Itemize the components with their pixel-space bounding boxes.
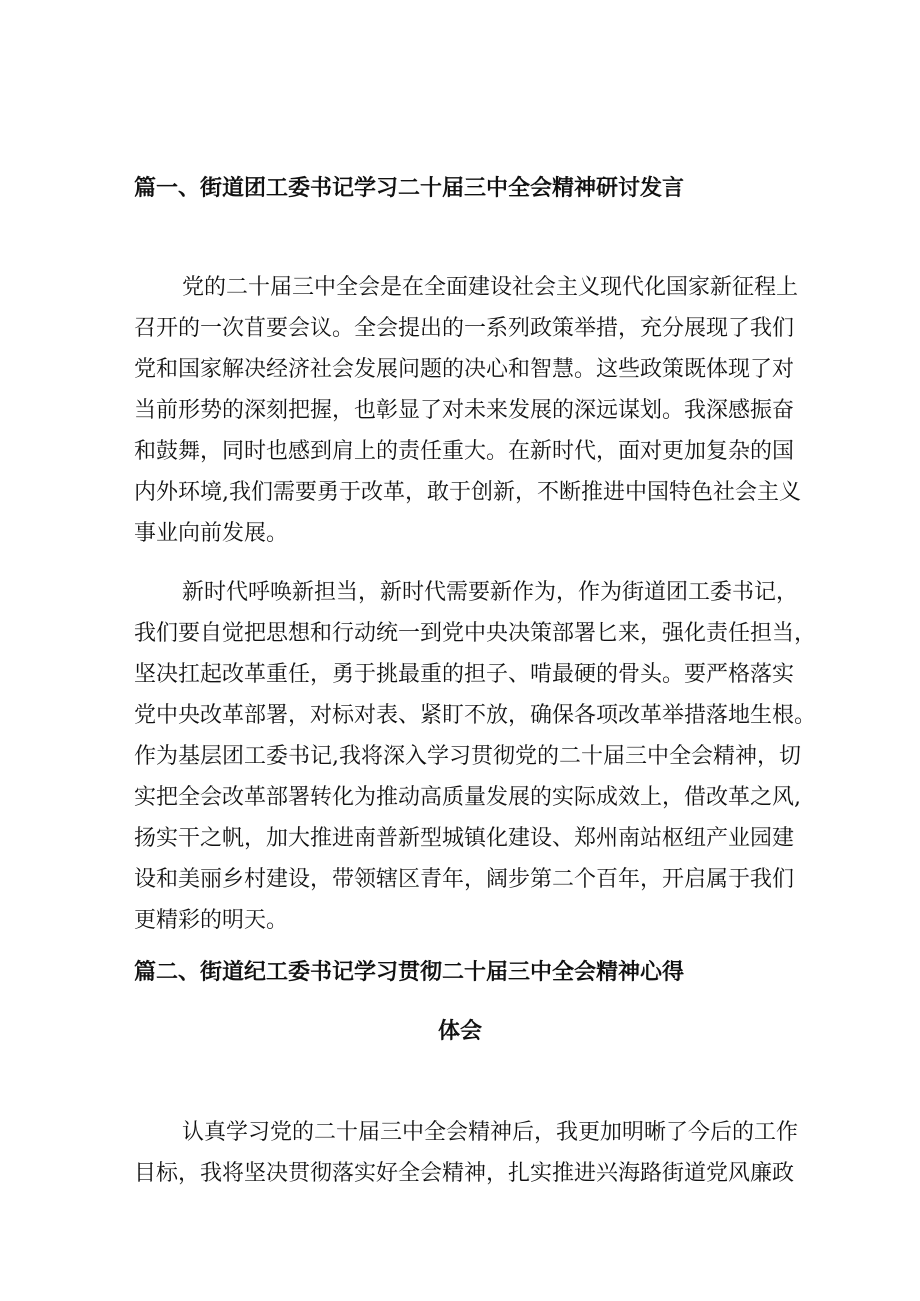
text-line: 党中央改革部署，对标对表、紧盯不放，确保各项改革举措落地生根。: [134, 703, 817, 728]
section-2-title-continued: 体会: [437, 1019, 482, 1044]
text-line: 当前形势的深刻把握，也彰显了对未来发展的深远谋划。我深感振奋: [134, 398, 795, 423]
text-line: 认真学习党的二十届三中全会精神后，我更加明晰了今后的工作: [182, 1120, 799, 1145]
text-line: 党和国家解决经济社会发展问题的决心和智慧。这些政策既体现了对: [134, 357, 795, 382]
text-line: 内外环境,我们需要勇于改革，敢于创新，不断推进中国特色社会主义: [134, 480, 801, 505]
section-1-paragraph-1: [134, 267, 801, 554]
text-line: 目标，我将坚决贯彻落实好全会精神，扎实推进兴海路街道党风廉政: [134, 1161, 795, 1186]
text-line: 召开的一次苜要会议。全会提出的一系列政策举措，充分展现了我们: [134, 316, 795, 341]
text-line: 实把全会改革部署转化为推动高质量发展的实际成效上，借改革之风,: [134, 785, 801, 810]
text-line: 我们要自觉把思想和行动统一到党中央决策部署匕来，强化责任担当，: [134, 621, 817, 646]
text-line: 和鼓舞，同时也感到肩上的责任重大。在新时代，面对更加复杂的国: [134, 439, 795, 464]
section-2-paragraph-1: [134, 1112, 799, 1194]
text-line: 坚决扛起改革重任，勇于挑最重的担子、啃最硬的骨头。要严格落实: [134, 662, 795, 687]
section-1-paragraph-2: [134, 572, 817, 941]
section-1-title: 篇一、街道团工委书记学习二十届三中全会精神研讨发言: [134, 176, 685, 201]
text-line: 更精彩的明天。: [134, 908, 289, 933]
text-line: 新时代呼唤新担当，新时代需要新作为，作为街道团工委书记，: [182, 580, 799, 605]
text-line: 事业向前发展。: [134, 521, 289, 546]
text-line: 扬实干之帆，加大推进南普新型城镇化建设、郑州南站枢纽产业园建: [134, 826, 795, 851]
section-2-title: 篇二、街道纪工委书记学习贯彻二十届三中全会精神心得: [134, 960, 685, 985]
text-line: 党的二十届三中全会是在全面建设社会主义现代化国家新征程上: [182, 275, 799, 300]
text-line: 设和美丽乡村建设，带领辖区青年，阔步第二个百年，开启属于我们: [134, 867, 795, 892]
text-line: 作为基层团工委书记,我将深入学习贯彻党的二十届三中全会精神，切: [134, 744, 801, 769]
